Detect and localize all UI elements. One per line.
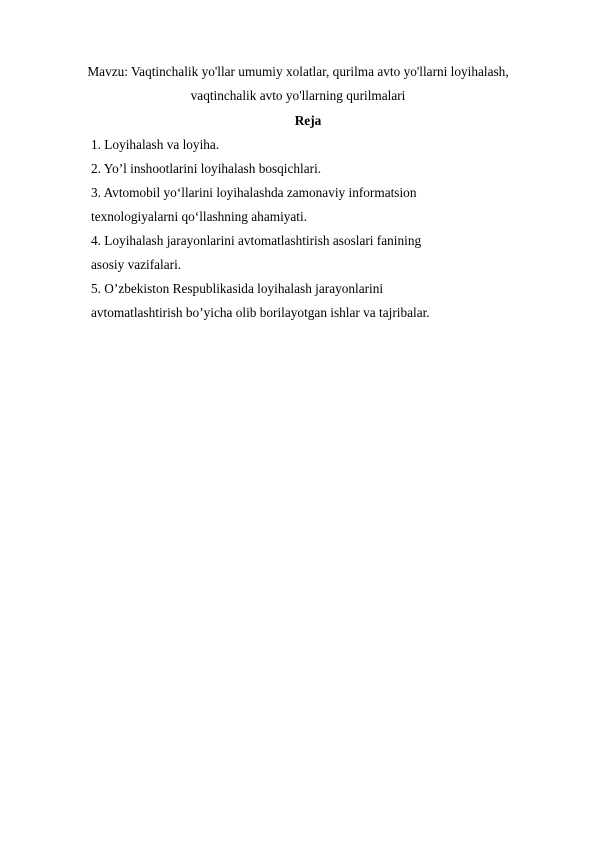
plan-item-3: 3. Avtomobil yo‘llarini loyihalashda zamonaviy informatsion (91, 185, 417, 200)
plan-list (91, 137, 430, 329)
plan-item-3-continued: texnologiyalarni qo‘llashning ahamiyati. (91, 209, 308, 224)
plan-item-4-continued: asosiy vazifalari. (91, 257, 182, 272)
plan-item-5-continued: avtomatlashtirish bo’yicha olib borilayotgan ishlar va tajribalar. (91, 305, 430, 320)
document-title-line-1: Mavzu: Vaqtinchalik yo'llar umumiy xolatlar, qurilma avto yo'llarni loyihalash, (87, 64, 509, 79)
plan-item-2: 2. Yo’l inshootlarini loyihalash bosqichlari. (91, 161, 322, 176)
plan-heading: Reja (294, 113, 322, 128)
plan-item-5: 5. O’zbekiston Respublikasida loyihalash jarayonlarini (91, 281, 384, 296)
document-title-line-2: vaqtinchalik avto yo'llarning qurilmalari (190, 88, 406, 103)
plan-item-1: 1. Loyihalash va loyiha. (91, 137, 220, 152)
plan-item-4: 4. Loyihalash jarayonlarini avtomatlashtirish asoslari fanining (91, 233, 422, 248)
